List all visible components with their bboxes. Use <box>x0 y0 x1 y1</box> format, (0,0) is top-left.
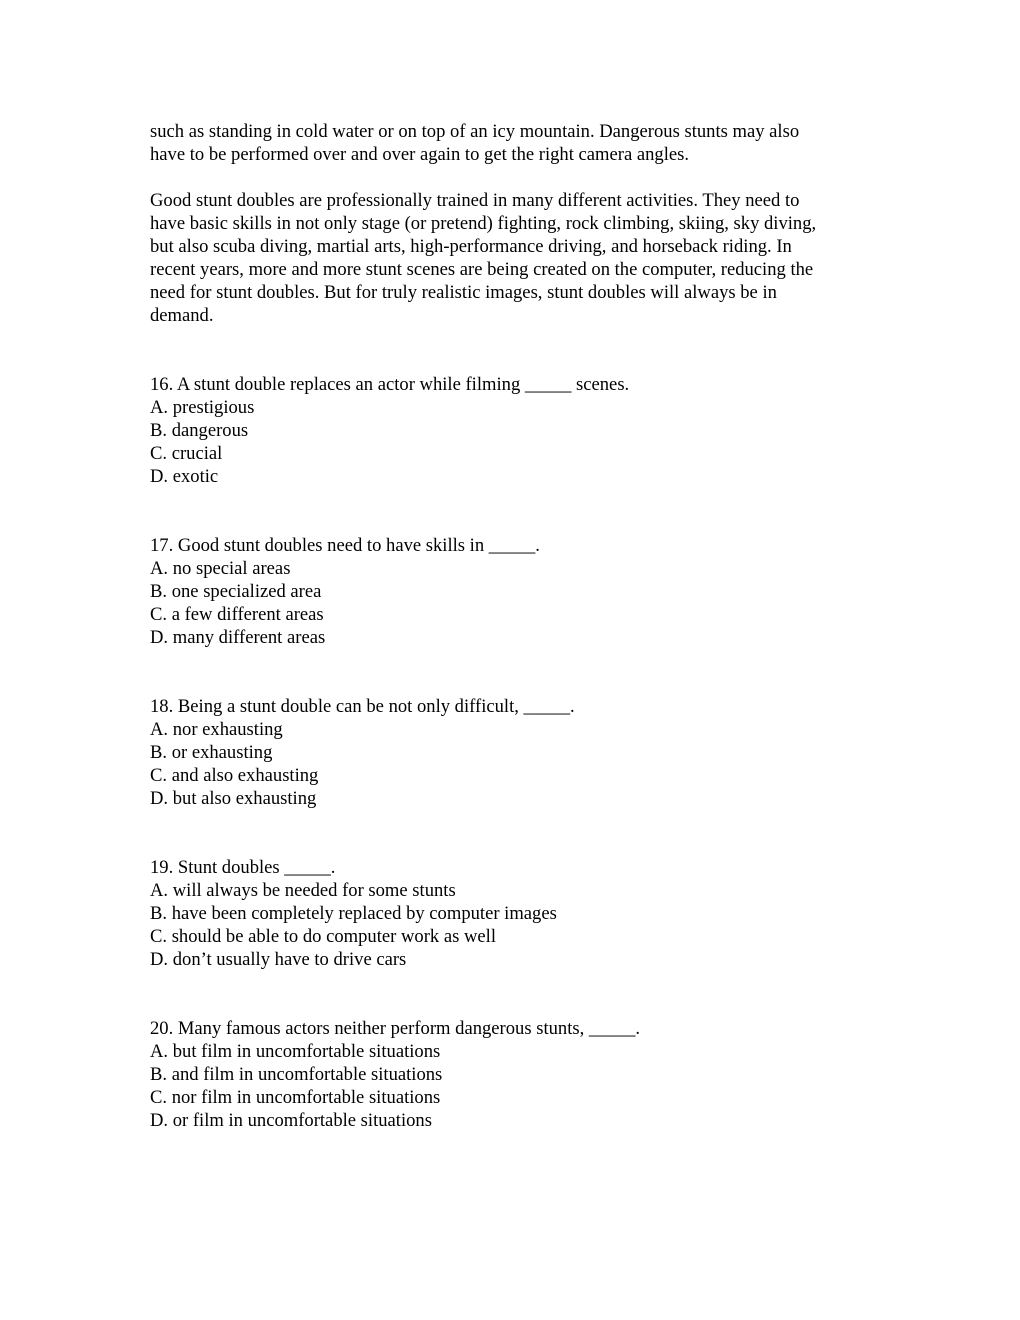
passage-paragraph-2 <box>150 189 816 327</box>
passage-line: have basic skills in not only stage (or pretend) fighting, rock climbing, skiing, sky diving, <box>150 213 817 234</box>
answer-option-b: B. or exhausting <box>150 742 273 763</box>
passage-line: recent years, more and more stunt scenes are being created on the computer, reducing the <box>150 259 814 280</box>
answer-option-c: C. should be able to do computer work as well <box>150 926 496 947</box>
answer-option-a: A. nor exhausting <box>150 719 283 740</box>
answer-option-d: D. many different areas <box>150 627 326 648</box>
question-19 <box>150 856 557 971</box>
passage-line: such as standing in cold water or on top of an icy mountain. Dangerous stunts may also <box>150 121 800 142</box>
answer-option-b: B. one specialized area <box>150 581 322 602</box>
question-18 <box>150 695 575 810</box>
answer-option-b: B. have been completely replaced by computer images <box>150 903 557 924</box>
answer-option-c: C. crucial <box>150 443 223 464</box>
question-stem: 20. Many famous actors neither perform dangerous stunts, _____. <box>150 1018 641 1039</box>
question-stem: 18. Being a stunt double can be not only difficult, _____. <box>150 696 575 717</box>
answer-option-d: D. but also exhausting <box>150 788 317 809</box>
question-17 <box>150 534 540 649</box>
answer-option-b: B. dangerous <box>150 420 249 441</box>
answer-option-a: A. no special areas <box>150 558 291 579</box>
answer-option-a: A. will always be needed for some stunts <box>150 880 456 901</box>
passage-line: need for stunt doubles. But for truly realistic images, stunt doubles will always be in <box>150 282 777 303</box>
answer-option-c: C. a few different areas <box>150 604 324 625</box>
passage-line: demand. <box>150 305 214 326</box>
question-stem: 17. Good stunt doubles need to have skills in _____. <box>150 535 540 556</box>
question-16 <box>150 373 629 488</box>
question-stem: 16. A stunt double replaces an actor while filming _____ scenes. <box>150 374 630 395</box>
answer-option-b: B. and film in uncomfortable situations <box>150 1064 443 1085</box>
answer-option-c: C. nor film in uncomfortable situations <box>150 1087 441 1108</box>
answer-option-a: A. prestigious <box>150 397 255 418</box>
answer-option-d: D. or film in uncomfortable situations <box>150 1110 432 1131</box>
answer-option-d: D. exotic <box>150 466 219 487</box>
question-stem: 19. Stunt doubles _____. <box>150 857 336 878</box>
passage-line: have to be performed over and over again to get the right camera angles. <box>150 144 689 165</box>
question-20 <box>150 1017 640 1132</box>
passage-line: but also scuba diving, martial arts, high-performance driving, and horseback riding. In <box>150 236 792 257</box>
answer-option-d: D. don’t usually have to drive cars <box>150 949 407 970</box>
passage-line: Good stunt doubles are professionally trained in many different activities. They need to <box>150 190 800 211</box>
passage-paragraph-1 <box>150 120 799 166</box>
answer-option-c: C. and also exhausting <box>150 765 319 786</box>
answer-option-a: A. but film in uncomfortable situations <box>150 1041 441 1062</box>
